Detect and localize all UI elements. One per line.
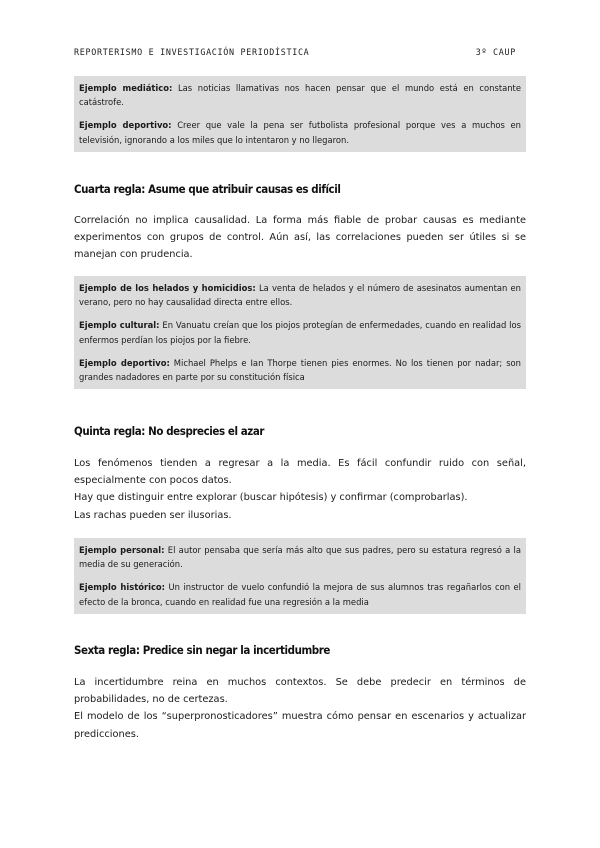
example-box-3	[74, 538, 526, 614]
example-label: Ejemplo deportivo:	[79, 357, 170, 368]
example-item	[79, 81, 521, 109]
example-text: El autor pensaba que sería más alto que sus padres, pero su estatura regresó a la media de su generación.	[79, 545, 522, 570]
section-paragraph-cuarta	[74, 212, 526, 264]
example-item	[79, 281, 521, 309]
example-box-2	[74, 276, 526, 389]
section-paragraph-sexta	[74, 674, 526, 743]
section-heading-cuarta: Cuarta regla: Asume que atribuir causas es difícil	[74, 183, 341, 196]
example-text: En Vanuatu creían que los piojos protegían de enfermedades, cuando en realidad los enfermos perdían los piojos por la fiebre.	[79, 320, 521, 345]
example-label: Ejemplo histórico:	[79, 582, 166, 593]
example-item	[79, 580, 521, 608]
paragraph-text: Correlación no implica causalidad. La forma más fiable de probar causas es mediante experimentos con grupos de control. Aún así, las correlaciones pueden ser útiles si se manejan con prudencia.	[74, 215, 526, 261]
example-item	[79, 318, 521, 346]
example-text: Creer que vale la pena ser futbolista profesional porque ves a muchos en televisión, ignorando a los miles que lo intentaron y no llegaron.	[79, 120, 521, 145]
example-item	[79, 543, 521, 571]
example-box-1	[74, 76, 526, 152]
example-label: Ejemplo cultural:	[79, 320, 160, 331]
paragraph-line: Las rachas pueden ser ilusorias.	[74, 509, 232, 521]
header-course-year: 3º CAUP	[475, 47, 516, 57]
paragraph-line: Hay que distinguir entre explorar (buscar hipótesis) y confirmar (comprobarlas).	[74, 492, 468, 504]
example-label: Ejemplo deportivo:	[79, 120, 172, 131]
example-text: Un instructor de vuelo confundió la mejora de sus alumnos tras regañarlos con el efecto de la bronca, cuando en realidad fue una regresión a la media	[79, 582, 522, 607]
example-label: Ejemplo de los helados y homicidios:	[79, 283, 256, 293]
paragraph-line: El modelo de los “superpronosticadores” muestra cómo pensar en escenarios y actualizar predicciones.	[74, 711, 526, 740]
example-text: Michael Phelps e Ian Thorpe tienen pies enormes. No los tienen por nadar; son grandes nadadores en parte por su constitución física	[79, 357, 521, 383]
example-item	[79, 356, 521, 384]
section-paragraph-quinta	[74, 455, 526, 524]
paragraph-line: La incertidumbre reina en muchos contextos. Se debe predecir en términos de probabilidades, no de certezas.	[74, 677, 526, 706]
example-label: Ejemplo personal:	[79, 545, 165, 555]
page-header	[74, 47, 526, 61]
example-text: La venta de helados y el número de asesinatos aumentan en verano, pero no hay causalidad directa entre ellos.	[79, 283, 521, 308]
example-label: Ejemplo mediático:	[79, 83, 173, 93]
section-heading-sexta: Sexta regla: Predice sin negar la incertidumbre	[74, 644, 330, 657]
paragraph-line: Los fenómenos tienden a regresar a la media. Es fácil confundir ruido con señal, especialmente con pocos datos.	[74, 458, 526, 487]
section-heading-quinta: Quinta regla: No desprecies el azar	[74, 425, 265, 438]
example-item	[79, 118, 521, 146]
header-course-title: REPORTERISMO E INVESTIGACIÓN PERIODÍSTICA	[74, 47, 310, 57]
example-text: Las noticias llamativas nos hacen pensar que el mundo está en constante catástrofe.	[79, 83, 521, 108]
